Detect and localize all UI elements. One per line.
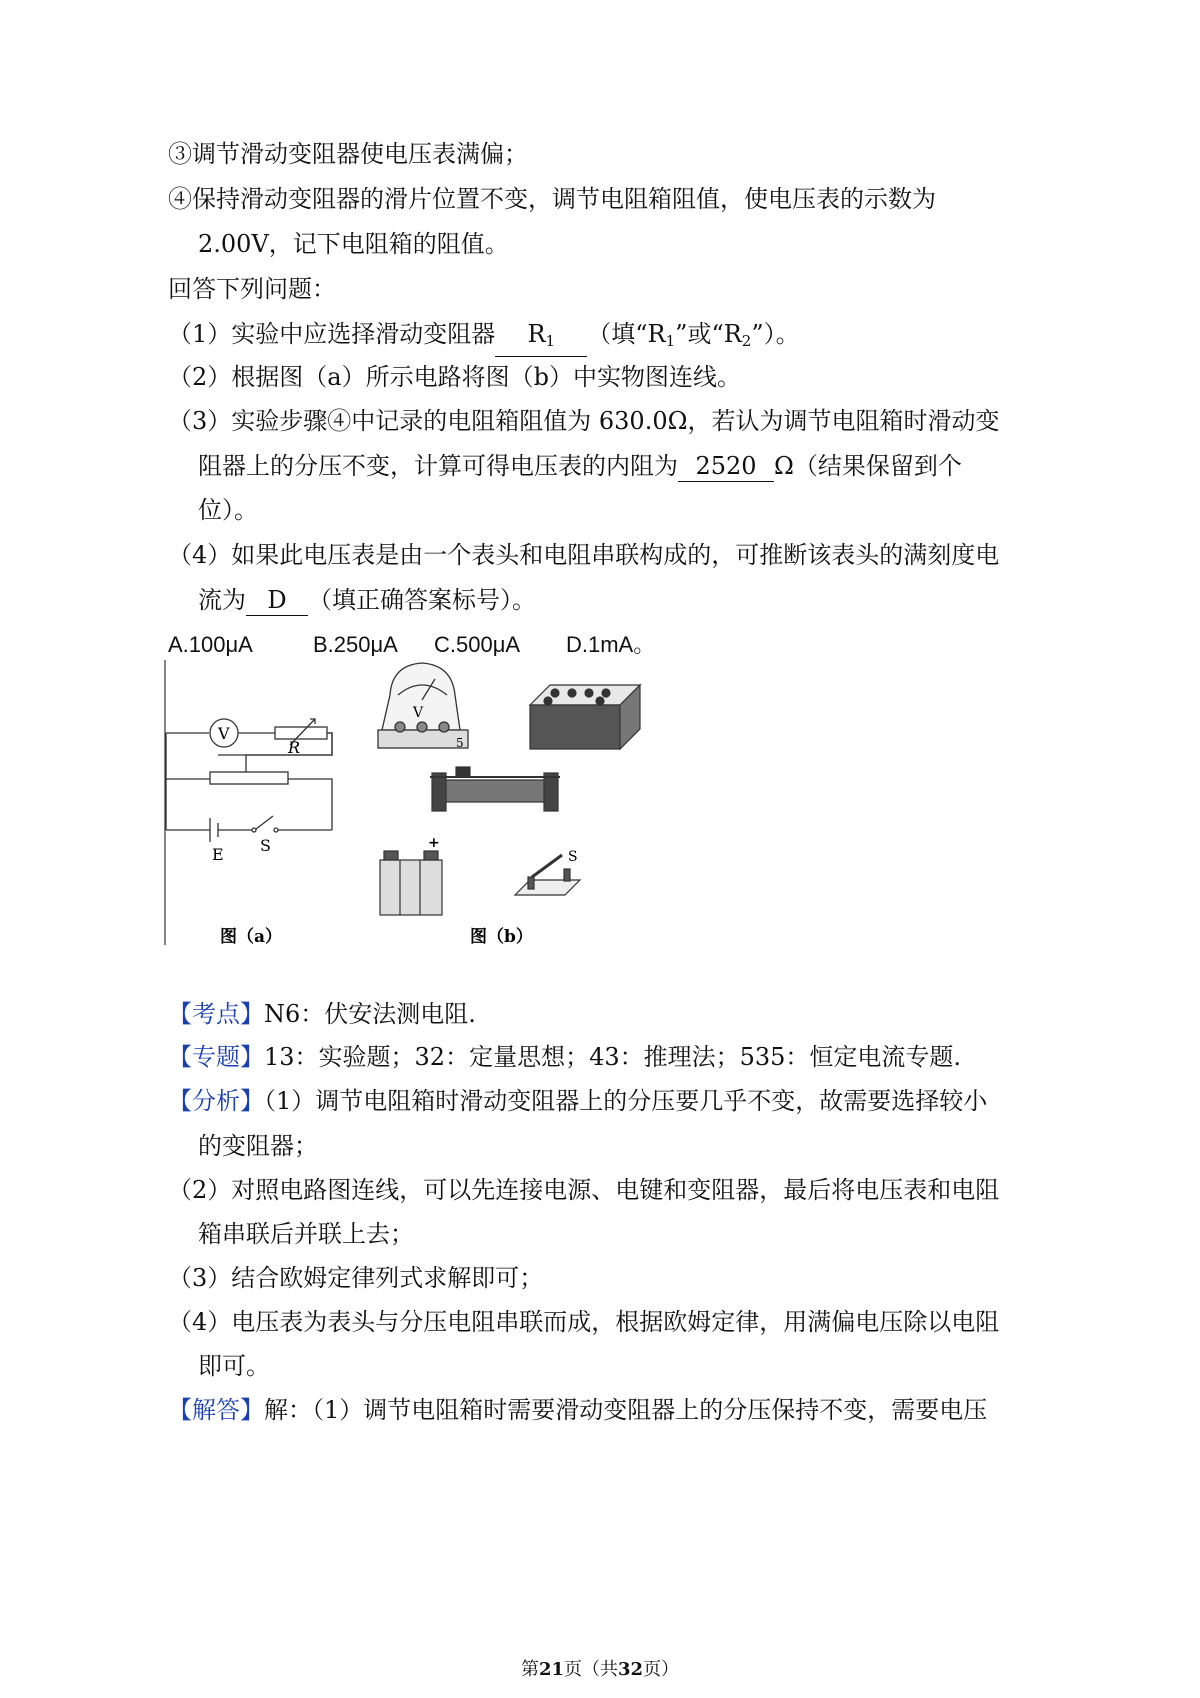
page-number: 21 [538, 1659, 564, 1680]
page-total: 32 [618, 1659, 644, 1680]
fenxi-3: （3）结合欧姆定律列式求解即可； [168, 1264, 544, 1292]
voltmeter-label: V [218, 724, 230, 743]
step-3: ③调节滑动变阻器使电压表满偏； [168, 140, 528, 168]
voltmeter-range-label: 5 [456, 736, 464, 750]
step-4-line2: 2.00V，记下电阻箱的阻值。 [198, 230, 509, 258]
rheostat-label: R [288, 738, 301, 757]
battery-label: E [212, 845, 224, 864]
fenxi-2b: 箱串联后并联上去； [198, 1220, 414, 1248]
rheostat-drawing [430, 767, 560, 811]
question-4-line1: （4）如果此电压表是由一个表头和电阻串联构成的，可推断该表头的满刻度电 [168, 541, 1000, 569]
question-4-line2: 流为 D （填正确答案标号）。 [198, 586, 536, 614]
battery-plus-label: + [428, 835, 440, 851]
figure-circuit-and-apparatus [160, 655, 660, 950]
option-d: D.1mA。 [566, 632, 656, 657]
fenxi-1a: 【分析】（1）调节电阻箱时滑动变阻器上的分压要几乎不变，故需要选择较小 [168, 1087, 988, 1115]
question-2: （2）根据图（a）所示电路将图（b）中实物图连线。 [168, 363, 741, 391]
caption-a: 图（a） [220, 927, 283, 947]
circuit-diagram [166, 719, 332, 842]
zhuanti: 【专题】13：实验题；32：定量思想；43：推理法；535：恒定电流专题. [168, 1043, 962, 1071]
kaodian: 【考点】N6：伏安法测电阻. [168, 1000, 476, 1028]
option-b: B.250μA [313, 632, 398, 657]
switch-label: S [260, 836, 271, 855]
question-3-line1: （3）实验步骤④中记录的电阻箱阻值为 630.0Ω，若认为调节电阻箱时滑动变 [168, 407, 1000, 435]
question-1: （1）实验中应选择滑动变阻器 $R_1$ （填“$R_1$”或“$R_2$”）。 [168, 318, 800, 357]
fenxi-4a: （4）电压表为表头与分压电阻串联而成，根据欧姆定律，用满偏电压除以电阻 [168, 1308, 1000, 1336]
caption-b: 图（b） [470, 927, 533, 947]
question-3-line2: 阻器上的分压不变，计算可得电压表的内阻为 2520 Ω（结果保留到个 [198, 452, 962, 480]
question-3-line3: 位）。 [198, 496, 258, 524]
q4-answer: D [246, 585, 308, 616]
q1-answer: $R_1$ [495, 319, 587, 357]
zhuanti-tag: 【专题】 [168, 1043, 264, 1071]
fenxi-tag: 【分析】 [168, 1087, 264, 1115]
page-footer: 第21页（共32页） [520, 1659, 680, 1680]
jieda: 【解答】解：（1）调节电阻箱时需要滑动变阻器上的分压保持不变，需要电压 [168, 1396, 988, 1424]
fenxi-4b: 即可。 [198, 1352, 270, 1380]
fenxi-1b: 的变阻器； [198, 1132, 318, 1160]
battery-drawing [380, 851, 442, 915]
step-4-line1: ④保持滑动变阻器的滑片位置不变，调节电阻箱阻值，使电压表的示数为 [168, 185, 936, 213]
kaodian-tag: 【考点】 [168, 1000, 264, 1028]
option-c: C.500μA [434, 632, 521, 657]
jieda-tag: 【解答】 [168, 1396, 264, 1424]
prompt: 回答下列问题： [168, 275, 336, 303]
q1-text: （1）实验中应选择滑动变阻器 [168, 320, 496, 348]
resistance-box-drawing [530, 685, 640, 749]
fenxi-2a: （2）对照电路图连线，可以先连接电源、电键和变阻器，最后将电压表和电阻 [168, 1176, 1000, 1204]
q3-answer: 2520 [678, 451, 774, 482]
switch-object-label: S [568, 849, 578, 865]
option-a: A.100μA [168, 632, 253, 657]
voltmeter-face-label: V [413, 705, 424, 721]
